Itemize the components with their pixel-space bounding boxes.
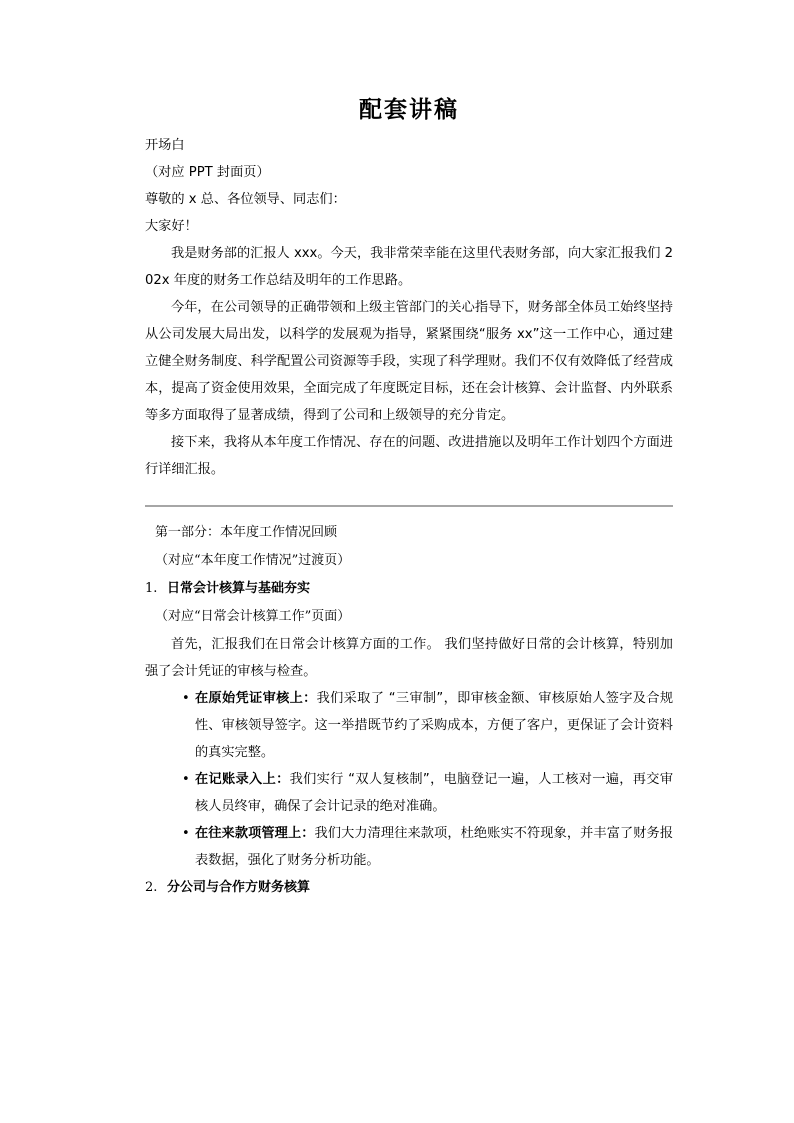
list-item [170,820,673,874]
section-one-heading: 第一部分：本年度工作情况回顾 [155,524,338,540]
numbered-heading-1-title: 日常会计核算与基础夯实 [167,580,311,596]
document-content [145,0,673,902]
page-title: 配套讲稿 [359,96,459,123]
paragraph-next-steps: 接下来，我将从本年度工作情况、存在的问题、改进措施以及明年工作计划四个方面进行详细汇报。 [145,434,673,477]
paragraph-year-summary: 今年，在公司领导的正确带领和上级主管部门的关心指导下，财务部全体员工始终坚持从公司发展大局出发，以科学的发展观为指导，紧紧围绕“服务 xx”这一工作中心，通过建立健全财务制度、科学配置公司资源等手段，实现了科学理财。我们不仅有效降低了经营成本，提高了资金使用效果，全面完成了年度既定目标，还在会计核算、会计监督、内外联系等多方面取得了显著成绩，得到了公司和上级领导的充分肯定。 [145,299,673,423]
opening-ppt-reference: （对应 PPT 封面页） [145,164,270,180]
list-item-text: 我们采取了 “三审制”，即审核金额、审核原始人签字及合规性、审核领导签字。这一举措既节约了采购成本，方便了客户，更保证了会计资料的真实完整。 [195,690,674,760]
numbered-heading-1-number: 1. [145,580,158,596]
spacer [145,125,673,132]
opening-label: 开场白 [145,137,185,153]
numbered-heading-2-number: 2. [145,879,158,895]
list-item-lead: 在原始凭证审核上： [195,690,317,706]
salutation-line: 尊敬的 x 总、各位领导、同志们： [145,191,346,207]
list-item-lead: 在记账录入上： [195,771,290,787]
numbered-heading-1 [145,575,673,603]
paragraph-introduction: 我是财务部的汇报人 xxx。今天，我非常荣幸能在这里代表财务部，向大家汇报我们 202x 年度的财务工作总结及明年的工作思路。 [145,245,673,288]
item1-ppt-reference: （对应“日常会计核算工作”页面） [155,608,351,624]
section-one-ppt-reference: （对应“本年度工作情况”过渡页） [155,552,351,568]
bullet-dot-icon: • [182,690,190,706]
spacer [145,507,673,519]
list-item-text: 我们实行 “双人复核制”，电脑登记一遍，人工核对一遍，再交审核人员终审，确保了会计记录的绝对准确。 [195,771,674,814]
list-item-text: 我们大力清理往来款项，杜绝账实不符现象，并丰富了财务报表数据，强化了财务分析功能。 [195,825,674,868]
item1-body-paragraph: 首先，汇报我们在日常会计核算方面的工作。 我们坚持做好日常的会计核算，特别加强了会计凭证的审核与检查。 [145,636,673,679]
numbered-heading-2 [145,874,673,902]
list-item-lead: 在往来款项管理上： [195,825,315,841]
list-item [170,685,673,766]
greeting-line: 大家好！ [145,218,198,234]
bullet-dot-icon: • [182,771,190,787]
bullet-dot-icon: • [182,825,190,841]
spacer [145,483,673,505]
item1-bullet-list [145,685,673,874]
numbered-heading-2-title: 分公司与合作方财务核算 [167,879,311,895]
list-item [170,766,673,820]
